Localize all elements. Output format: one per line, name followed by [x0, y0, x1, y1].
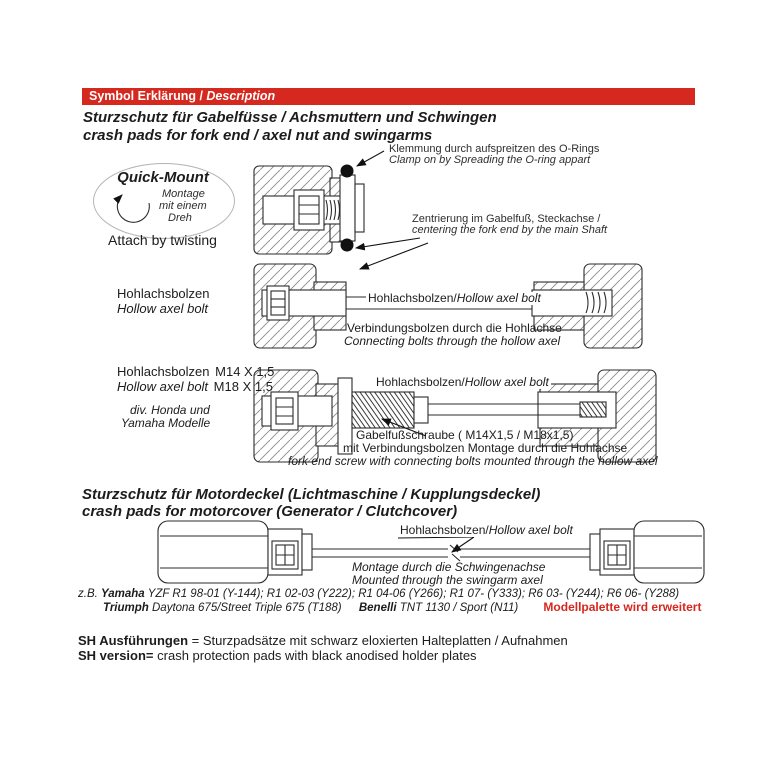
leader-arrow-klemmung — [357, 151, 384, 166]
sh-line-2 — [78, 648, 477, 663]
klemmung-note-en: Clamp on by Spreading the O-ring appart — [389, 154, 591, 166]
diagram4-caption-en: Mounted through the swingarm axel — [352, 573, 543, 587]
sh2-label: SH version= — [78, 648, 154, 663]
bolt-label-de: Hohlachsbolzen/ — [368, 291, 457, 305]
section-header-bar — [82, 88, 695, 105]
brand-benelli: Benelli — [358, 602, 397, 614]
section1-title-de: Sturzschutz für Gabelfüsse / Achsmuttern und Schwingen — [83, 109, 497, 126]
o-ring-top — [341, 165, 354, 178]
diagram3-side-label-2 — [117, 379, 273, 394]
bolt-label-en: Hollow axel bolt — [464, 375, 549, 389]
section2-title-en: crash pads for motorcover (Generator / Clutchcover) — [82, 503, 458, 520]
model-prefix: z.B. — [78, 588, 98, 600]
bolt-label-en: Hollow axel bolt — [488, 523, 573, 537]
sh2-text: crash protection pads with black anodised holder plates — [157, 648, 477, 663]
thread-stub — [580, 402, 606, 417]
side-label-en: Hollow axel bolt — [117, 379, 209, 394]
model-line-triumph-benelli — [103, 601, 701, 615]
diagram2-side-label-de: Hohlachsbolzen — [117, 286, 210, 301]
o-ring-bottom — [341, 239, 354, 252]
section2-title-de: Sturzschutz für Motordeckel (Lichtmaschine / Kupplungsdeckel) — [82, 486, 541, 503]
side-label-de: Hohlachsbolzen — [117, 364, 210, 379]
leader-arrows-zentrierung — [356, 238, 428, 269]
side-size-m18: M18 X 1,5 — [213, 379, 273, 394]
side-size-m14: M14 X 1,5 — [215, 364, 275, 379]
zentrierung-note-de: Zentrierung im Gabelfuß, Steckachse / — [412, 213, 601, 225]
diagram4-caption-de: Montage durch die Schwingenachse — [352, 560, 546, 574]
threaded-screw — [352, 392, 414, 428]
fork-end-cross-section — [254, 165, 364, 255]
model-expansion-note: Modellpalette wird erweitert — [543, 600, 702, 614]
models-benelli: TNT 1130 / Sport (N11) — [399, 602, 519, 614]
diagram3-screw-caption: Gabelfußschraube ( M14X1,5 / M18x1,5) — [356, 428, 574, 442]
klemmung-note-de: Klemmung durch aufspreitzen des O-Rings — [389, 143, 600, 155]
header-title-de: Symbol Erklärung — [89, 89, 196, 103]
sh1-label: SH Ausführungen — [78, 633, 189, 648]
diagram3-models-2: Yamaha Modelle — [121, 416, 211, 430]
quick-mount-montage-2: mit einem — [159, 200, 207, 212]
quick-mount-montage-3: Dreh — [168, 212, 192, 224]
diagram3-side-label-1 — [117, 364, 274, 379]
sh1-text: = Sturzpadsätze mit schwarz eloxierten Halteplatten / Aufnahmen — [191, 633, 568, 648]
diagram2-side-label-en: Hollow axel bolt — [117, 301, 209, 316]
brand-triumph: Triumph — [103, 602, 149, 614]
diagram3-models-1: div. Honda und — [130, 403, 210, 417]
header-title-en: Description — [206, 89, 276, 103]
diagram3-screw-caption-en: fork end screw with connecting bolts mounted through the hollow axel — [288, 454, 658, 468]
section1-title-en: crash pads for fork end / axel nut and swingarms — [83, 127, 433, 144]
brand-yamaha: Yamaha — [101, 588, 145, 600]
header-separator: / — [195, 89, 207, 103]
zentrierung-note-en: centering the fork end by the main Shaft — [412, 224, 608, 236]
diagram4-bolt-label — [398, 524, 575, 537]
quick-mount-montage-1: Montage — [162, 188, 205, 200]
quick-mount-caption: Attach by twisting — [108, 232, 217, 248]
bolt-label-de: Hohlachsbolzen/ — [376, 375, 465, 389]
diagram2-bolt-label — [366, 292, 543, 305]
sh-line-1 — [78, 633, 568, 648]
models-yamaha: YZF R1 98-01 (Y-144); R1 02-03 (Y222); R1 04-06 (Y266); R1 07- (Y333); R6 03- (Y244); R6 06- (Y288) — [147, 588, 680, 600]
leader-arrow-hohlachsbolzen — [398, 537, 474, 552]
diagram2-caption-de: Verbindungsbolzen durch die Hohlachse — [347, 321, 562, 335]
bolt-label-en: Hollow axel bolt — [456, 291, 541, 305]
quick-mount-title: Quick-Mount — [117, 169, 209, 186]
diagram3-screw-caption-de: mit Verbindungsbolzen Montage durch die Hohlachse — [343, 441, 628, 455]
diagram2-caption-en: Connecting bolts through the hollow axel — [344, 334, 561, 348]
models-triumph: Daytona 675/Street Triple 675 (T188) — [152, 602, 342, 614]
bolt-label-de: Hohlachsbolzen/ — [400, 523, 489, 537]
diagram3-bolt-label — [374, 376, 551, 389]
